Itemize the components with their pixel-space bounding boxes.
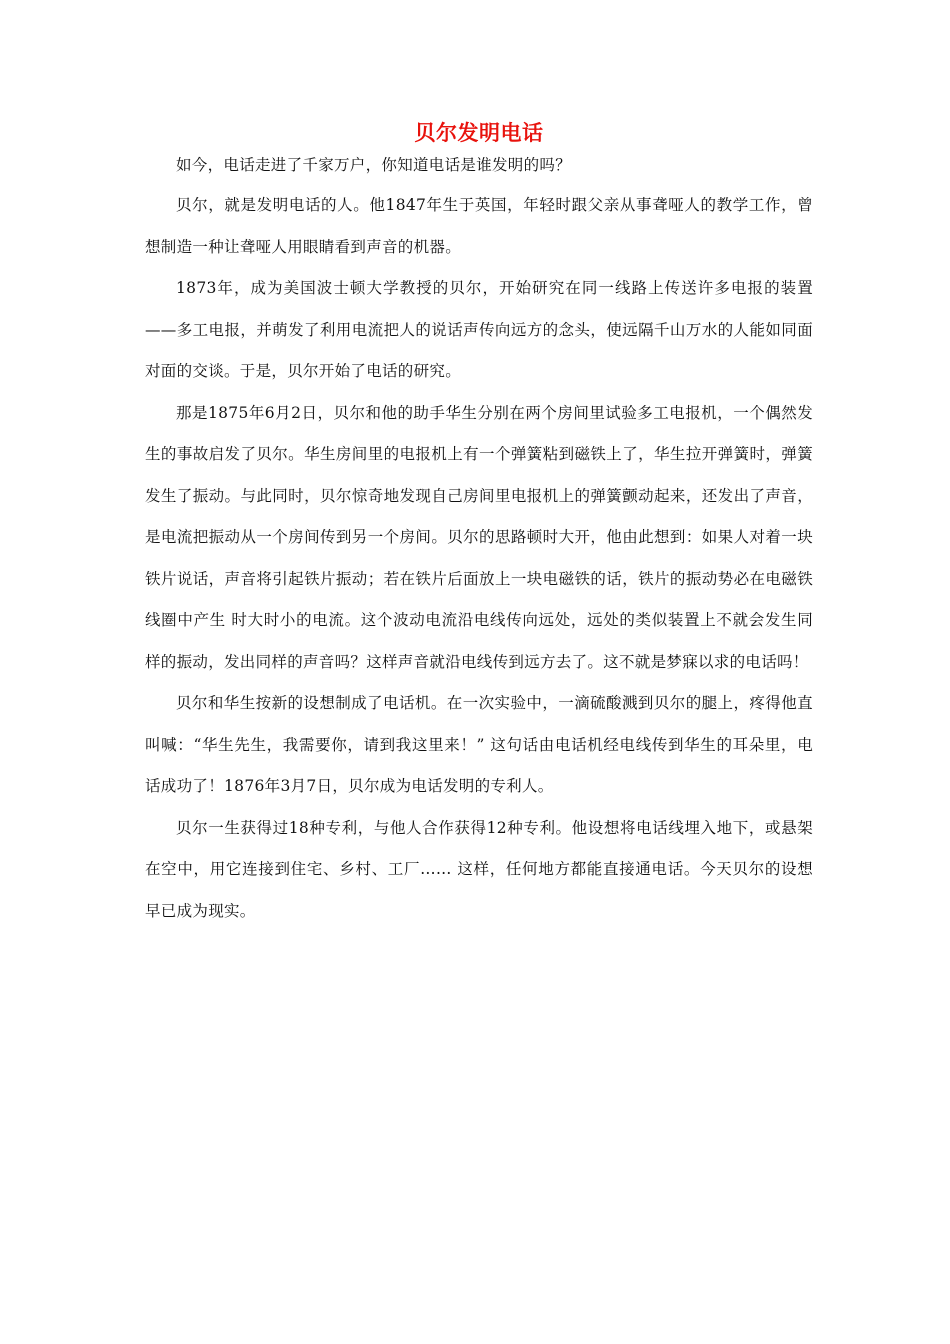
- paragraph-4: 那是1875年6月2日，贝尔和他的助手华生分别在两个房间里试验多工电报机，一个偶然发生的事故启发了贝尔。华生房间里的电报机上有一个弹簧粘到磁铁上了，华生拉开弹簧时，弹簧发生了振动。与此同时，贝尔惊奇地发现自己房间里电报机上的弹簧颤动起来，还发出了声音，是电流把振动从一个房间传到另一个房间。贝尔的思路顿时大开，他由此想到：如果人对着一块铁片说话，声音将引起铁片振动；若在铁片后面放上一块电磁铁的话，铁片的振动势必在电磁铁线圈中产生 时大时小的电流。这个波动电流沿电线传向远处，远处的类似装置上不就会发生同样的振动，发出同样的声音吗？这样声音就沿电线传到远方去了。这不就是梦寐以求的电话吗！: [145, 403, 813, 671]
- paragraph-2: 贝尔，就是发明电话的人。他1847年生于英国，年轻时跟父亲从事聋哑人的教学工作，曾想制造一种让聋哑人用眼睛看到声音的机器。: [145, 196, 813, 256]
- document-title: 贝尔发明电话: [414, 120, 544, 145]
- paragraph-1: 如今，电话走进了千家万户，你知道电话是谁发明的吗？: [176, 156, 572, 174]
- paragraph-6: 贝尔一生获得过18种专利，与他人合作获得12种专利。他设想将电话线埋入地下，或悬架在空中，用它连接到住宅、乡村、工厂…… 这样，任何地方都能直接通电话。今天贝尔的设想早已成为现实。: [145, 818, 813, 920]
- document-page: [145, 118, 813, 932]
- paragraph-3: 1873年，成为美国波士顿大学教授的贝尔，开始研究在同一线路上传送许多电报的装置——多工电报，并萌发了利用电流把人的说话声传向远方的念头，使远隔千山万水的人能如同面对面的交谈。于是，贝尔开始了电话的研究。: [145, 279, 813, 380]
- paragraph-5: 贝尔和华生按新的设想制成了电话机。在一次实验中，一滴硫酸溅到贝尔的腿上，疼得他直叫喊：“华生先生，我需要你，请到我这里来！” 这句话由电话机经电线传到华生的耳朵里，电话成功了！1876年3月7日，贝尔成为电话发明的专利人。: [145, 694, 813, 795]
